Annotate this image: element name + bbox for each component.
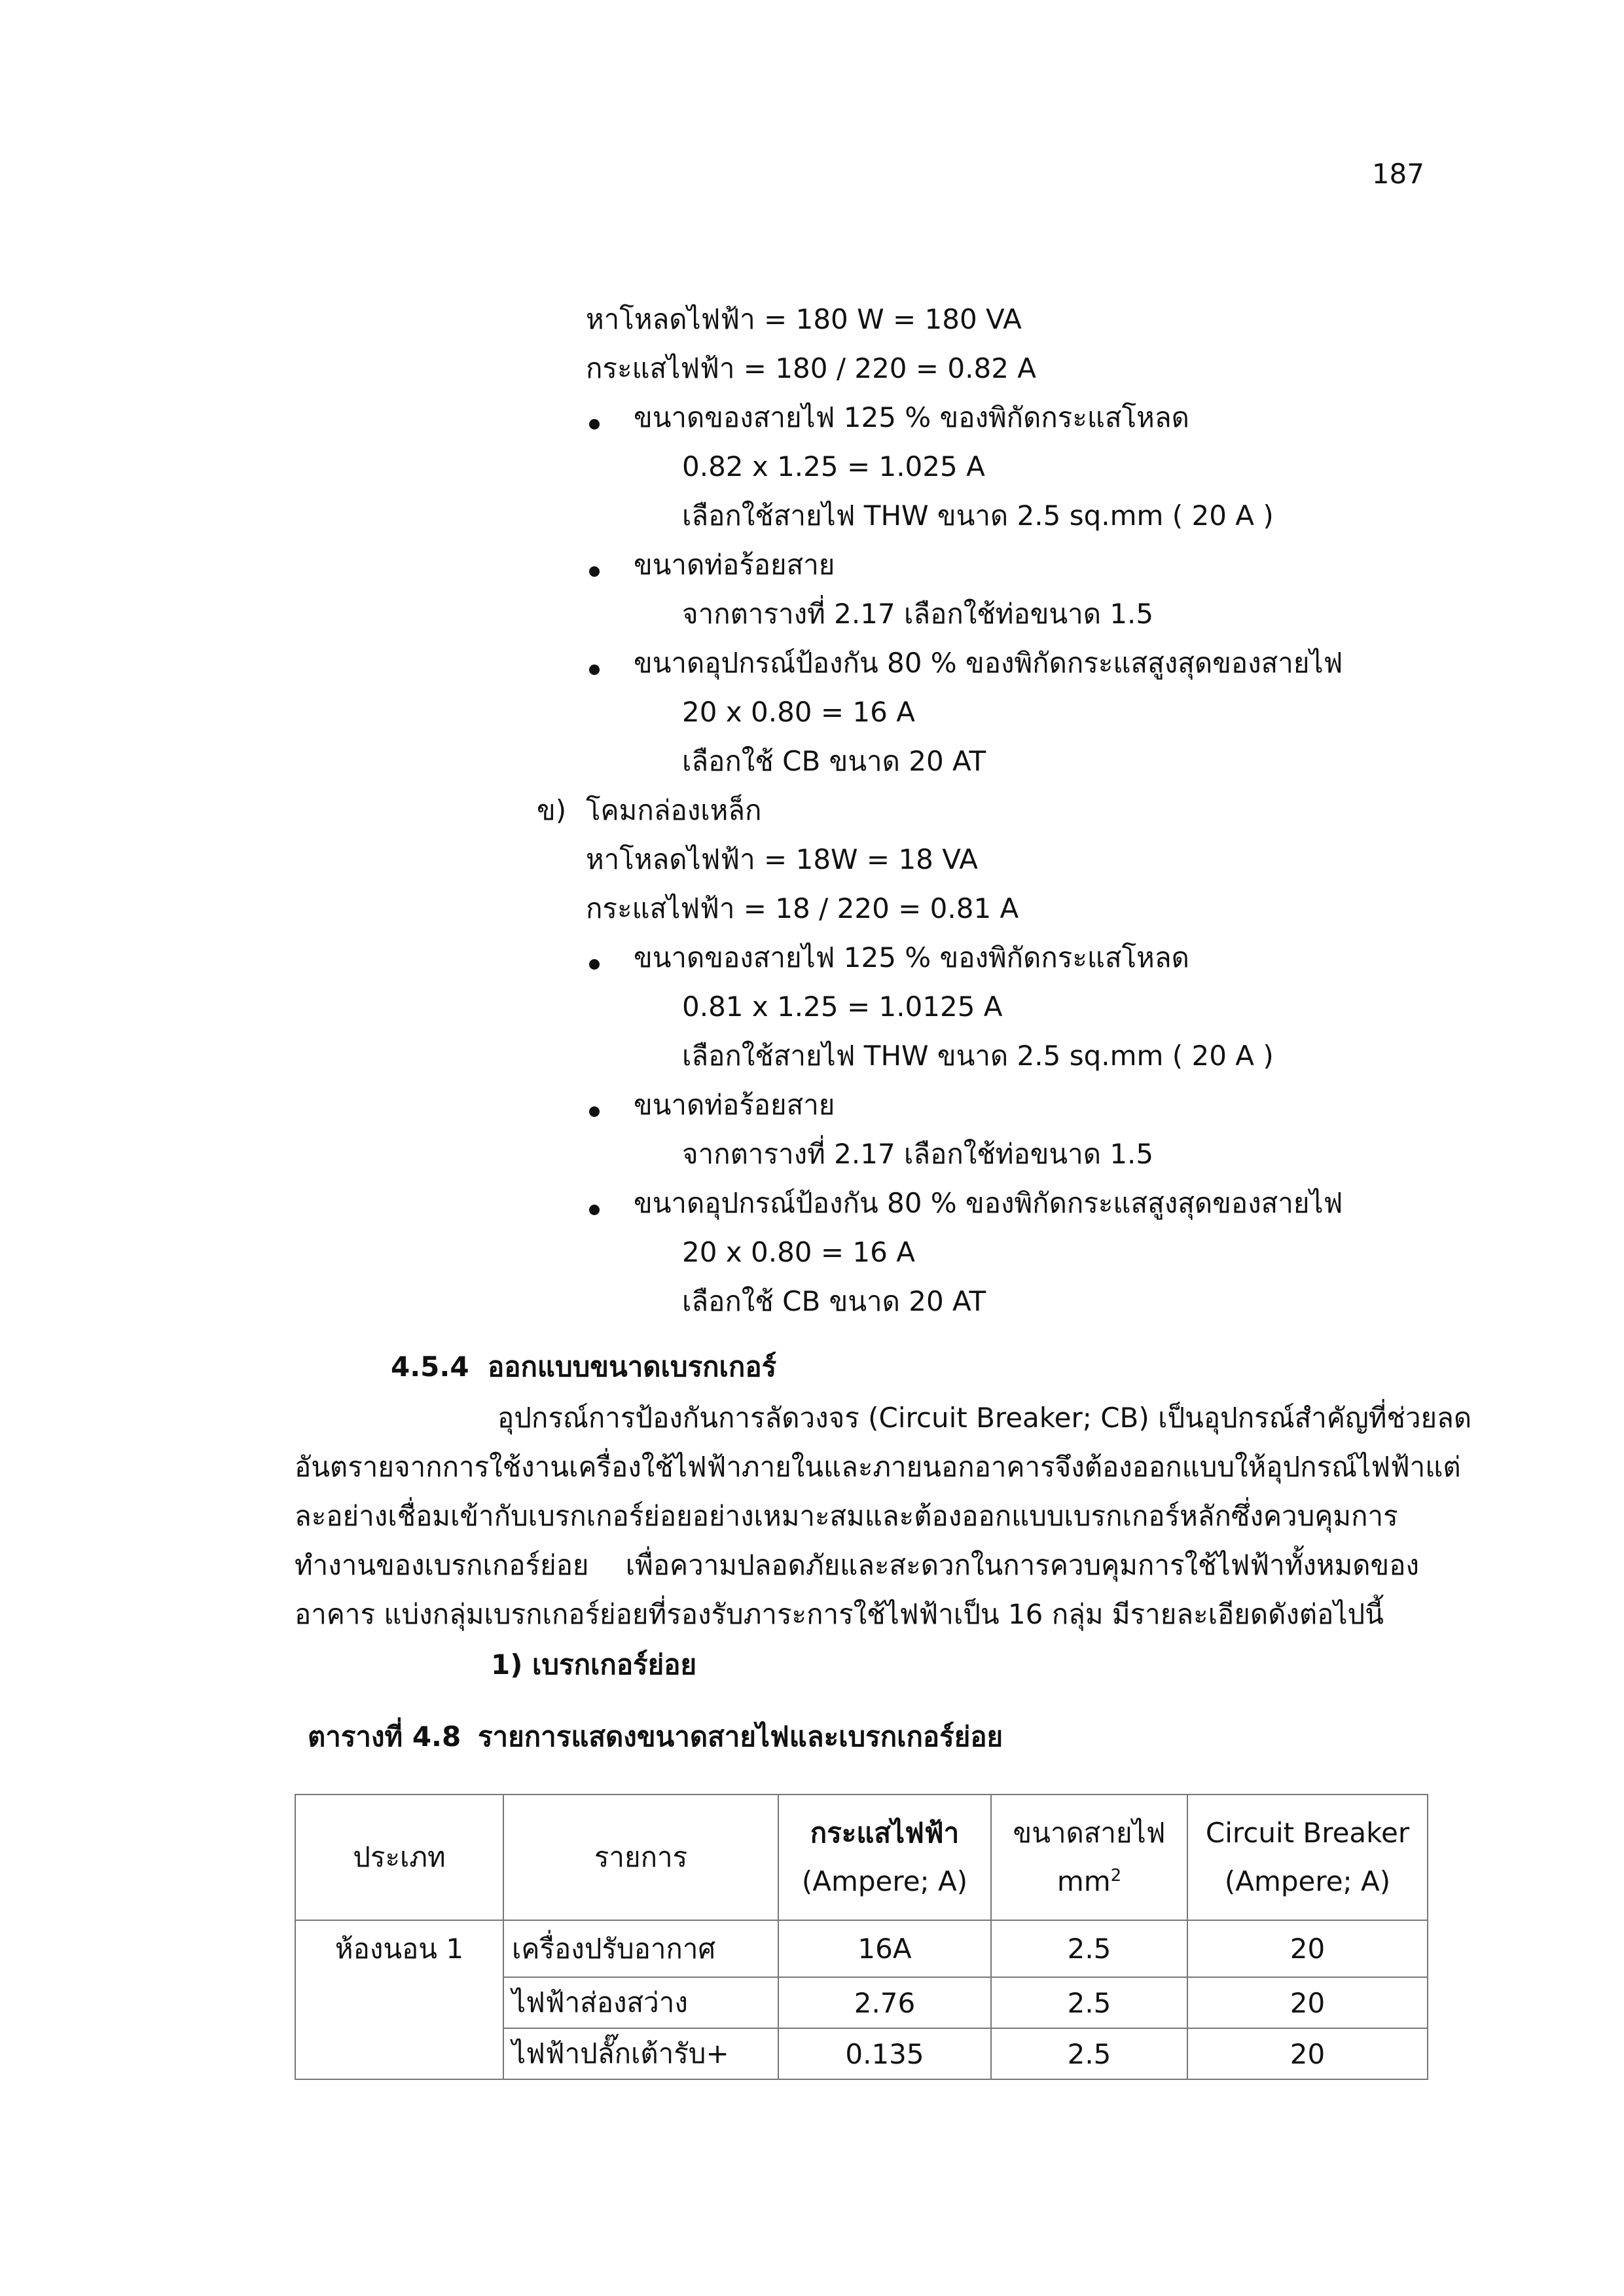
header-wire-line1: ขนาดสายไฟ <box>1013 1817 1166 1849</box>
conduit-select-a: จากตารางที่ 2.17 เลือกใช้ท่อขนาด 1.5 <box>682 598 1154 630</box>
protection-calc-b: 20 x 0.80 = 16 A <box>682 1236 915 1268</box>
protection-select-a: เลือกใช้ CB ขนาด 20 AT <box>682 745 986 777</box>
header-cb-line2: (Ampere; A) <box>1224 1865 1391 1897</box>
wire-select-b: เลือกใช้สายไฟ THW ขนาด 2.5 sq.mm ( 20 A ) <box>682 1040 1274 1072</box>
wire-cell: 2.5 <box>991 1977 1187 2028</box>
bullet-icon <box>589 665 600 675</box>
group-cell-empty <box>295 1977 503 2028</box>
table-caption-text: รายการแสดงขนาดสายไฟและเบรกเกอร์ย่อย <box>478 1721 1003 1753</box>
header-current-line2: (Ampere; A) <box>801 1865 968 1897</box>
item-cell: ไฟฟ้าปลั๊กเต้ารับ+ <box>503 2028 778 2079</box>
conduit-select-b: จากตารางที่ 2.17 เลือกใช้ท่อขนาด 1.5 <box>682 1138 1154 1170</box>
bullet-icon <box>589 566 600 577</box>
header-wire <box>991 1795 1187 1920</box>
load-line-b: หาโหลดไฟฟ้า = 18W = 18 VA <box>586 843 979 875</box>
section-paragraph <box>295 1393 1472 1639</box>
cb-cell: 20 <box>1187 1977 1428 2028</box>
bullet-icon <box>589 1106 600 1117</box>
current-line-b: กระแสไฟฟ้า = 18 / 220 = 0.81 A <box>586 892 1019 924</box>
current-cell: 2.76 <box>778 1977 991 2028</box>
table-caption-label: ตารางที่ 4.8 <box>308 1721 461 1753</box>
header-wire-exp: 2 <box>1110 1866 1122 1886</box>
header-current-line1: กระแสไฟฟ้า <box>810 1817 960 1849</box>
page-number: 187 <box>1371 158 1424 190</box>
table-row <box>295 1977 1428 2028</box>
group-cell-empty <box>295 2028 503 2079</box>
header-cb <box>1187 1795 1428 1920</box>
wire-size-heading-b: ขนาดของสายไฟ 125 % ของพิกัดกระแสโหลด <box>634 941 1189 974</box>
header-item: รายการ <box>503 1795 778 1920</box>
conduit-heading-b: ขนาดท่อร้อยสาย <box>634 1089 835 1121</box>
wire-size-heading-a: ขนาดของสายไฟ 125 % ของพิกัดกระแสโหลด <box>634 401 1189 433</box>
bullet-icon <box>589 1205 600 1215</box>
header-wire-unit <box>1000 1857 1179 1906</box>
wire-cell: 2.5 <box>991 2028 1187 2079</box>
item-title-b: โคมกล่องเหล็ก <box>586 794 762 826</box>
wire-calc-a: 0.82 x 1.25 = 1.025 A <box>682 450 985 483</box>
breaker-table <box>295 1794 1428 2080</box>
paragraph-line: อุปกรณ์การป้องกันการลัดวงจร (Circuit Breaker; CB) เป็นอุปกรณ์สำคัญที่ช่วยลด <box>497 1402 1472 1434</box>
subheading: 1) เบรกเกอร์ย่อย <box>491 1649 697 1681</box>
current-cell: 16A <box>778 1920 991 1977</box>
group-cell: ห้องนอน 1 <box>295 1920 503 1977</box>
conduit-heading-a: ขนาดท่อร้อยสาย <box>634 549 835 581</box>
header-wire-unit-text: mm <box>1056 1865 1111 1897</box>
table-header-row <box>295 1795 1428 1920</box>
header-current <box>778 1795 991 1920</box>
bullet-icon <box>589 419 600 429</box>
bullet-icon <box>589 959 600 970</box>
header-cb-line1: Circuit Breaker <box>1205 1817 1410 1849</box>
item-cell: ไฟฟ้าส่องสว่าง <box>503 1977 778 2028</box>
paragraph-line: ละอย่างเชื่อมเข้ากับเบรกเกอร์ย่อยอย่างเหมาะสมและต้องออกแบบเบรกเกอร์หลักซึ่งควบคุมการ <box>295 1500 1398 1532</box>
protection-heading-a: ขนาดอุปกรณ์ป้องกัน 80 % ของพิกัดกระแสสูงสุดของสายไฟ <box>634 647 1343 679</box>
protection-select-b: เลือกใช้ CB ขนาด 20 AT <box>682 1285 986 1317</box>
section-title: ออกแบบขนาดเบรกเกอร์ <box>488 1351 777 1383</box>
current-line-a: กระแสไฟฟ้า = 180 / 220 = 0.82 A <box>586 352 1036 384</box>
paragraph-line: อาคาร แบ่งกลุ่มเบรกเกอร์ย่อยที่รองรับภาระการใช้ไฟฟ้าเป็น 16 กลุ่ม มีรายละเอียดดังต่อไปนี้ <box>295 1598 1384 1630</box>
wire-calc-b: 0.81 x 1.25 = 1.0125 A <box>682 991 1003 1023</box>
cb-cell: 20 <box>1187 2028 1428 2079</box>
table-row <box>295 1920 1428 1977</box>
wire-select-a: เลือกใช้สายไฟ THW ขนาด 2.5 sq.mm ( 20 A ) <box>682 500 1274 532</box>
paragraph-line: ทำงานของเบรกเกอร์ย่อย เพื่อความปลอดภัยและสะดวกในการควบคุมการใช้ไฟฟ้าทั้งหมดของ <box>295 1549 1419 1581</box>
table-row <box>295 2028 1428 2079</box>
item-cell: เครื่องปรับอากาศ <box>503 1920 778 1977</box>
paragraph-line: อันตรายจากการใช้งานเครื่องใช้ไฟฟ้าภายในและภายนอกอาคารจึงต้องออกแบบให้อุปกรณ์ไฟฟ้าแต่ <box>295 1451 1461 1483</box>
protection-calc-a: 20 x 0.80 = 16 A <box>682 696 915 728</box>
section-number: 4.5.4 <box>391 1351 469 1383</box>
cb-cell: 20 <box>1187 1920 1428 1977</box>
protection-heading-b: ขนาดอุปกรณ์ป้องกัน 80 % ของพิกัดกระแสสูงสุดของสายไฟ <box>634 1187 1343 1219</box>
header-type: ประเภท <box>295 1795 503 1920</box>
item-marker-b: ข) <box>537 794 567 826</box>
wire-cell: 2.5 <box>991 1920 1187 1977</box>
load-line-a: หาโหลดไฟฟ้า = 180 W = 180 VA <box>586 303 1022 335</box>
current-cell: 0.135 <box>778 2028 991 2079</box>
